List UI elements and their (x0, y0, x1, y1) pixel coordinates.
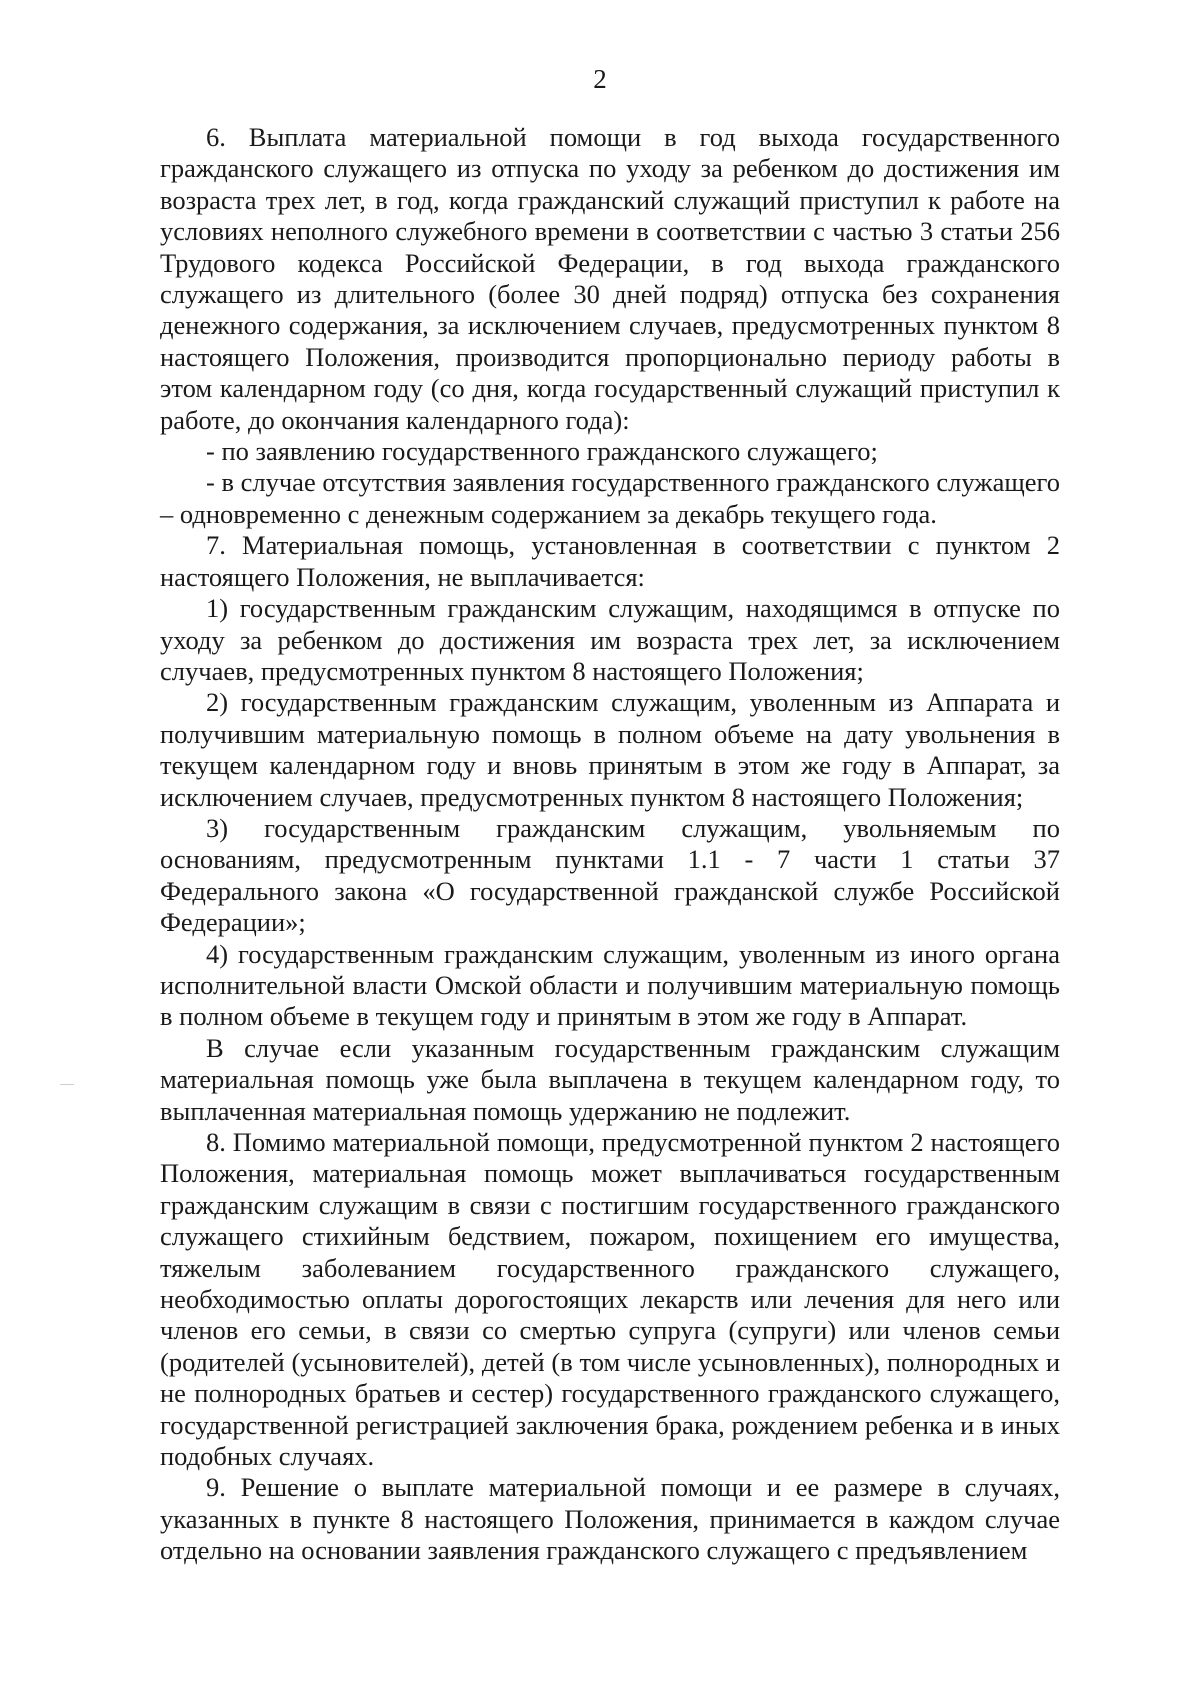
paragraph-6-item-1: - по заявлению государственного гражданского служащего; (206, 436, 878, 467)
paragraph-6-item-2: - в случае отсутствия заявления государственного гражданского служащего – одновременно с денежным содержанием за декабрь текущего года. (160, 467, 1060, 529)
paragraph-6: 6. Выплата материальной помощи в год выхода государственного гражданского служащего из отпуска по уходу за ребенком до достижения им возраста трех лет, в год, когда гражданский служащий приступил к работе на условиях неполного служебного времени в соответствии с частью 3 статьи 256 Трудового кодекса Российской Федерации, в год выхода гражданского служащего из длительного (более 30 дней подряд) отпуска без сохранения денежного содержания, за исключением случаев, предусмотренных пунктом 8 настоящего Положения, производится пропорционально периоду работы в этом календарном году (со дня, когда государственный служащий приступил к работе, до окончания календарного года): (160, 122, 1060, 435)
paragraph-7-item-3: 3) государственным гражданским служащим, увольняемым по основаниям, предусмотренным пунктами 1.1 - 7 части 1 статьи 37 Федерального закона «О государственной гражданской службе Российской Федерации»; (160, 812, 1060, 938)
page-number: 2 (593, 64, 607, 94)
paragraph-7: 7. Материальная помощь, установленная в соответствии с пунктом 2 настоящего Положения, не выплачивается: (160, 530, 1060, 592)
paragraph-7-item-2: 2) государственным гражданским служащим, уволенным из Аппарата и получившим материальную помощь в полном объеме на дату увольнения в текущем календарном году и вновь принятым в этом же году в Аппарат, за исключением случаев, предусмотренных пунктом 8 настоящего Положения; (160, 687, 1060, 812)
paragraph-7-item-1: 1) государственным гражданским служащим, находящимся в отпуске по уходу за ребенком до достижения им возраста трех лет, за исключением случаев, предусмотренных пунктом 8 настоящего Положения; (160, 593, 1060, 686)
document-body (160, 122, 1060, 1567)
scan-margin-mark (60, 1084, 74, 1085)
paragraph-7-note: В случае если указанным государственным гражданским служащим материальная помощь уже была выплачена в текущем календарном году, то выплаченная материальная помощь удержанию не подлежит. (160, 1032, 1060, 1126)
paragraph-7-item-4: 4) государственным гражданским служащим, уволенным из иного органа исполнительной власти Омской области и получившим материальную помощь в полном объеме в текущем году и принятым в этом же году в Аппарат. (160, 938, 1060, 1032)
paragraph-8: 8. Помимо материальной помощи, предусмотренной пунктом 2 настоящего Положения, материальная помощь может выплачиваться государственным гражданским служащим в связи с постигшим государственного гражданского служащего стихийным бедствием, пожаром, похищением его имущества, тяжелым заболеванием государственного гражданского служащего, необходимостью оплаты дорогостоящих лекарств или лечения для него или членов его семьи, в связи со смертью супруга (супруги) или членов семьи (родителей (усыновителей), детей (в том числе усыновленных), полнородных и не полнородных братьев и сестер) государственного гражданского служащего, государственной регистрацией заключения брака, рождением ребенка и в иных подобных случаях. (160, 1127, 1060, 1472)
paragraph-9: 9. Решение о выплате материальной помощи и ее размере в случаях, указанных в пункте 8 настоящего Положения, принимается в каждом случае отдельно на основании заявления гражданского служащего с предъявлением (160, 1472, 1060, 1566)
